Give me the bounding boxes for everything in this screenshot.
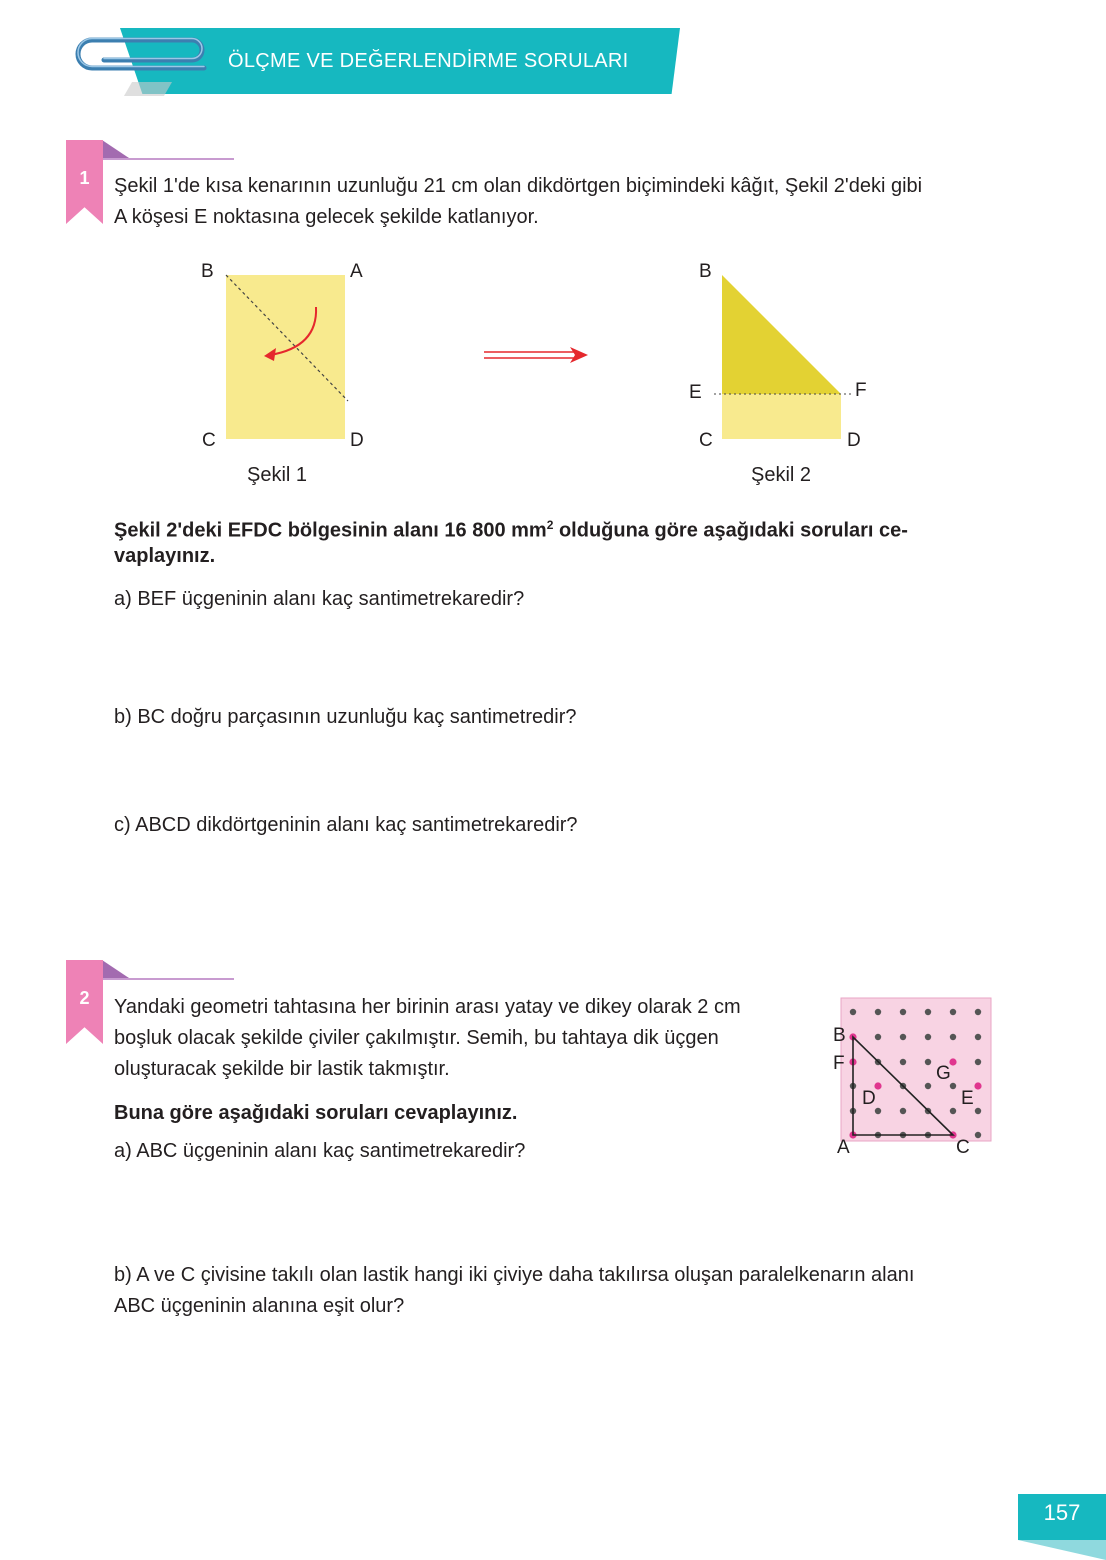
board-label-b: B (833, 1025, 846, 1046)
double-arrow-icon (482, 344, 592, 366)
figure2-folded (700, 255, 870, 455)
board-label-e: E (961, 1088, 974, 1109)
fig2-label-c: C (699, 430, 713, 451)
q2-line1: Yandaki geometri tahtasına her birinin arası yatay ve dikey olarak 2 cm (114, 996, 741, 1018)
fig1-label-d: D (350, 430, 364, 451)
peg (950, 1034, 956, 1040)
ribbon-fold (102, 960, 132, 980)
question-number: 1 (79, 168, 90, 188)
peg (925, 1059, 931, 1065)
fig2-label-b: B (699, 261, 712, 282)
peg (900, 1059, 906, 1065)
peg (900, 1009, 906, 1015)
paperclip-icon (64, 24, 214, 84)
q1-question-c: c) ABCD dikdörtgeninin alanı kaç santimetrekaredir? (114, 814, 578, 836)
peg (850, 1009, 856, 1015)
board-background (841, 998, 991, 1141)
question-rule (102, 978, 234, 980)
q2-question-b-line2: ABC üçgeninin alanına eşit olur? (114, 1295, 405, 1317)
efdc-region (722, 394, 841, 439)
peg-marked (974, 1082, 981, 1089)
q1-intro-line1: Şekil 1'de kısa kenarının uzunluğu 21 cm olan dikdörtgen biçimindeki kâğıt, Şekil 2'deki gibi (114, 175, 923, 197)
fig2-label-d: D (847, 430, 861, 451)
q1-intro-line2: A köşesi E noktasına gelecek şekilde katlanıyor. (114, 206, 539, 228)
board-label-c: C (956, 1137, 970, 1158)
peg (950, 1108, 956, 1114)
question-number: 2 (79, 988, 90, 1008)
q2-line2: boşluk olacak şekilde çiviler çakılmıştır. Semih, bu tahtaya dik üçgen (114, 1027, 719, 1049)
q1-question-a: a) BEF üçgeninin alanı kaç santimetrekaredir? (114, 588, 525, 610)
peg (975, 1059, 981, 1065)
fig1-caption: Şekil 1 (247, 464, 308, 486)
peg (875, 1108, 881, 1114)
paper-rect (226, 275, 345, 439)
q2-line3: oluşturacak şekilde bir lastik takmıştır. (114, 1058, 450, 1080)
q2-instruction: Buna göre aşağıdaki soruları cevaplayınız. (114, 1102, 518, 1124)
header-title: ÖLÇME VE DEĞERLENDİRME SORULARI (228, 50, 629, 72)
fig1-label-b: B (201, 261, 214, 282)
bef-triangle (722, 275, 841, 394)
peg (925, 1083, 931, 1089)
board-label-g: G (936, 1063, 951, 1084)
header-shadow (124, 82, 172, 96)
fig2-label-e: E (689, 382, 702, 403)
peg (975, 1108, 981, 1114)
peg (875, 1009, 881, 1015)
fig2-caption: Şekil 2 (751, 464, 812, 486)
figure1-rectangle (190, 255, 390, 455)
q1-condition-line1: Şekil 2'deki EFDC bölgesinin alanı 16 800 $mm^2$ olduğuna göre aşağıdaki soruları ce- (114, 518, 908, 542)
geoboard (826, 990, 996, 1160)
peg (875, 1034, 881, 1040)
q1-question-b: b) BC doğru parçasının uzunluğu kaç santimetredir? (114, 706, 577, 728)
peg (950, 1009, 956, 1015)
fig1-label-c: C (202, 430, 216, 451)
board-label-d: D (862, 1088, 876, 1109)
board-label-a: A (837, 1137, 850, 1158)
ribbon-fold (102, 140, 132, 160)
peg (975, 1132, 981, 1138)
page-number-tail (1018, 1540, 1106, 1560)
page-number: 157 (1043, 1500, 1081, 1525)
fig1-label-a: A (350, 261, 363, 282)
peg (925, 1009, 931, 1015)
q1-condition-line2: vaplayınız. (114, 545, 216, 567)
board-label-f: F (833, 1053, 845, 1074)
q2-question-b-line1: b) A ve C çivisine takılı olan lastik hangi iki çiviye daha takılırsa oluşan paralelkenarın alanı (114, 1264, 915, 1286)
fig2-label-f: F (855, 380, 867, 401)
q2-question-a: a) ABC üçgeninin alanı kaç santimetrekaredir? (114, 1140, 526, 1162)
peg (975, 1034, 981, 1040)
peg (900, 1034, 906, 1040)
peg (925, 1034, 931, 1040)
peg (900, 1108, 906, 1114)
question-rule (102, 158, 234, 160)
peg (975, 1009, 981, 1015)
